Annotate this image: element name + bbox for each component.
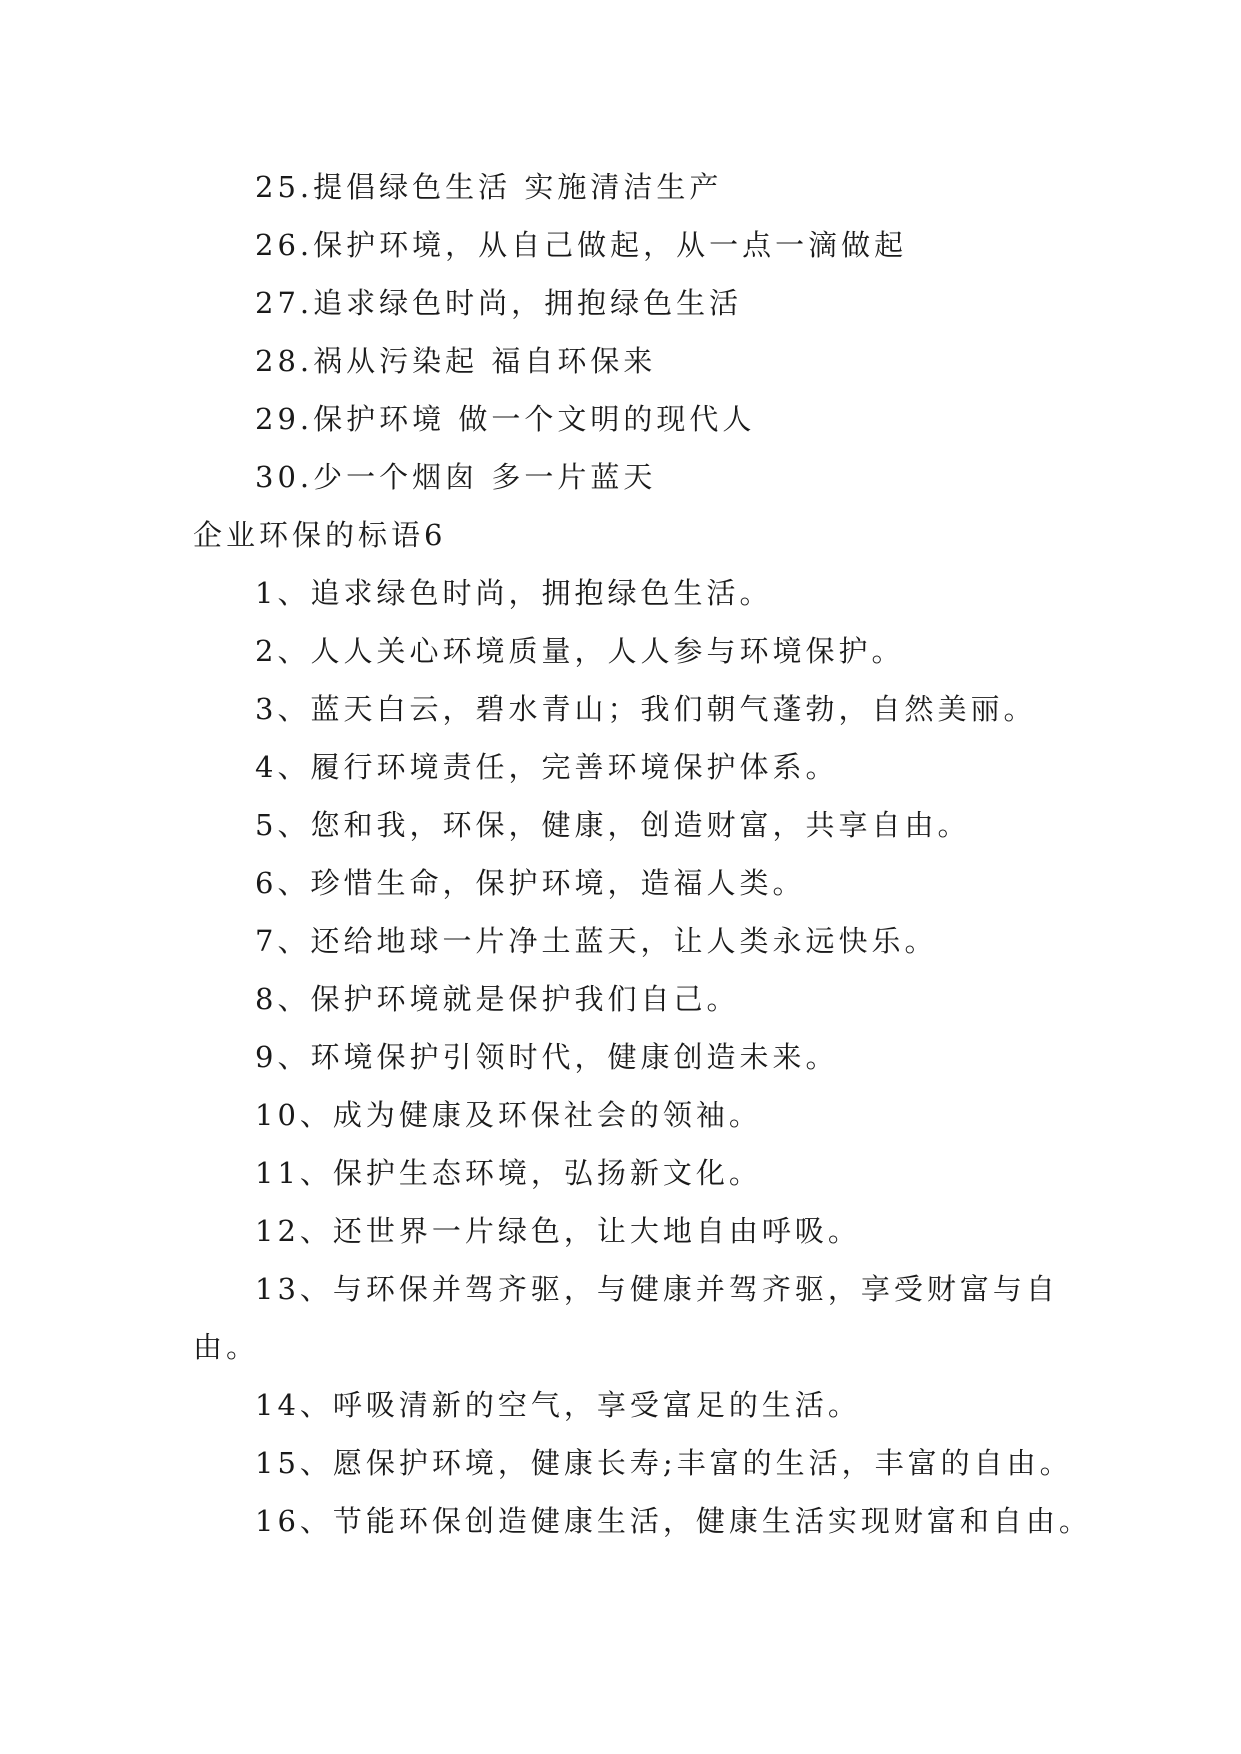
list-item: 11、保护生态环境，弘扬新文化。	[255, 1156, 762, 1190]
list-item: 13、与环保并驾齐驱，与健康并驾齐驱，享受财富与自	[255, 1272, 1059, 1306]
list-item: 26.保护环境，从自己做起，从一点一滴做起	[255, 228, 908, 262]
list-item: 9、环境保护引领时代，健康创造未来。	[255, 1040, 839, 1074]
list-item-continuation: 由。	[193, 1330, 260, 1364]
list-item: 6、珍惜生命，保护环境，造福人类。	[255, 866, 806, 900]
list-item: 1、追求绿色时尚，拥抱绿色生活。	[255, 576, 773, 610]
list-item: 2、人人关心环境质量，人人参与环境保护。	[255, 634, 905, 668]
list-item: 3、蓝天白云，碧水青山；我们朝气蓬勃，自然美丽。	[255, 692, 1037, 726]
document-body	[193, 158, 1092, 1550]
list-item: 28.祸从污染起 福自环保来	[255, 344, 657, 378]
list-item: 14、呼吸清新的空气，享受富足的生活。	[255, 1388, 861, 1422]
list-item: 15、愿保护环境，健康长寿;丰富的生活，丰富的自由。	[255, 1446, 1073, 1480]
list-item: 27.追求绿色时尚，拥抱绿色生活	[255, 286, 743, 320]
list-item: 5、您和我，环保，健康，创造财富，共享自由。	[255, 808, 971, 842]
section-heading: 企业环保的标语6	[193, 518, 447, 552]
list-item: 10、成为健康及环保社会的领袖。	[255, 1098, 762, 1132]
list-item: 7、还给地球一片净土蓝天，让人类永远快乐。	[255, 924, 938, 958]
list-item: 12、还世界一片绿色，让大地自由呼吸。	[255, 1214, 861, 1248]
list-item: 25.提倡绿色生活 实施清洁生产	[255, 170, 723, 204]
list-item: 30.少一个烟囱 多一片蓝天	[255, 460, 657, 494]
list-item: 29.保护环境 做一个文明的现代人	[255, 402, 756, 436]
list-item: 8、保护环境就是保护我们自己。	[255, 982, 740, 1016]
list-item: 16、节能环保创造健康生活，健康生活实现财富和自由。	[255, 1504, 1092, 1538]
list-item: 4、履行环境责任，完善环境保护体系。	[255, 750, 839, 784]
